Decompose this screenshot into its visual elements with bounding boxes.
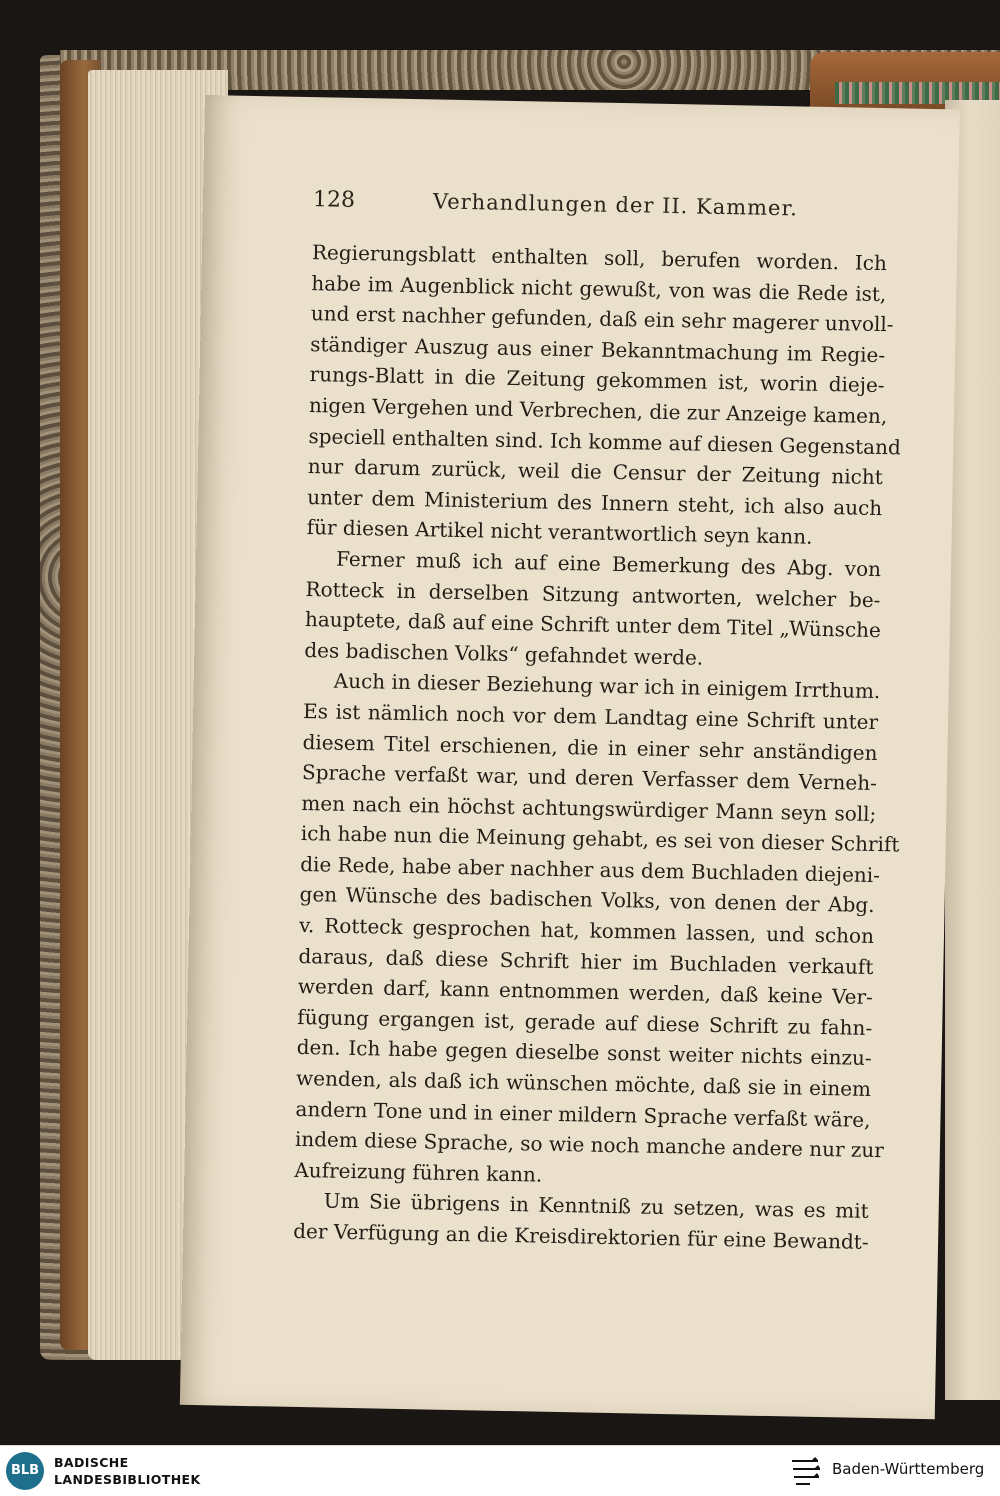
text-line: men nach ein höchst achtungswürdiger Mann seyn soll; bbox=[301, 790, 877, 826]
text-line: wenden, als daß ich wünschen möchte, daß sie in einem bbox=[295, 1065, 872, 1101]
text-line: andern Tone und in einer mildern Sprache verfaßt wäre, bbox=[295, 1096, 871, 1132]
library-name-line2: LANDESBIBLIOTHEK bbox=[54, 1472, 201, 1487]
running-head bbox=[313, 187, 914, 231]
text-line: indem diese Sprache, so wie noch manche andere nur zur bbox=[294, 1127, 885, 1163]
text-line: Sprache verfaßt war, und deren Verfasser dem Verneh- bbox=[301, 760, 878, 796]
text-line: Aufreizung führen kann. bbox=[294, 1157, 543, 1187]
text-line: gen Wünsche des badischen Volks, von denen der Abg. bbox=[299, 882, 875, 918]
library-name[interactable] bbox=[54, 1454, 201, 1488]
text-line: hauptete, daß auf eine Schrift unter dem Titel „Wünsche bbox=[304, 607, 882, 643]
text-line: rungs-Blatt in die Zeitung gekommen ist, worin dieje- bbox=[309, 362, 885, 398]
text-line: ich habe nun die Meinung gehabt, es sei von dieser Schrift bbox=[300, 821, 900, 857]
text-line: diesem Titel erschienen, die in einer sehr anständigen bbox=[302, 729, 878, 765]
library-name-line1: BADISCHE bbox=[54, 1455, 129, 1470]
text-line: die Rede, habe aber nachher aus dem Buchladen diejeni- bbox=[300, 851, 881, 887]
text-line: und erst nachher gefunden, daß ein sehr magerer unvoll- bbox=[310, 301, 894, 337]
text-line: speciell enthalten sind. Ich komme auf diesen Gegenstand bbox=[308, 423, 902, 459]
text-line: werden darf, kann entnommen werden, daß keine Ver- bbox=[297, 974, 874, 1010]
text-line: Regierungsblatt enthalten soll, berufen worden. Ich bbox=[311, 240, 888, 276]
text-line: unter dem Ministerium des Innern steht, ich also auch bbox=[307, 484, 883, 520]
text-line: nur darum zurück, weil die Censur der Zeitung nicht bbox=[307, 454, 884, 490]
blb-logo-icon[interactable]: BLB bbox=[6, 1452, 44, 1490]
text-line: Auch in dieser Beziehung war ich in einigem Irrthum. bbox=[333, 668, 881, 704]
footer-bar bbox=[0, 1445, 1000, 1496]
text-line: Ferner muß ich auf eine Bemerkung des Abg. von bbox=[335, 546, 882, 582]
running-title: Verhandlungen der II. Kammer. bbox=[432, 189, 799, 221]
text-line: der Verfügung an die Kreisdirektorien für eine Bewandt- bbox=[292, 1218, 869, 1254]
text-line: fügung ergangen ist, gerade auf diese Schrift zu fahn- bbox=[297, 1004, 873, 1040]
text-line: den. Ich habe gegen dieselbe sonst weiter nichts einzu- bbox=[296, 1035, 872, 1071]
page-number: 128 bbox=[312, 187, 356, 213]
text-line: Rotteck in derselben Sitzung antworten, welcher be- bbox=[305, 576, 881, 612]
book-page bbox=[180, 95, 960, 1419]
text-line: nigen Vergehen und Verbrechen, die zur Anzeige kamen, bbox=[308, 393, 888, 429]
text-line: ständiger Auszug aus einer Bekanntmachung im Regie- bbox=[310, 331, 886, 367]
coat-of-arms-lions-icon[interactable] bbox=[788, 1453, 824, 1489]
text-line: für diesen Artikel nicht verantwortlich seyn kann. bbox=[306, 515, 813, 550]
text-line: v. Rotteck gesprochen hat, kommen lassen, und schon bbox=[298, 913, 875, 949]
text-line: Es ist nämlich noch vor dem Landtag eine Schrift unter bbox=[302, 698, 879, 734]
text-line: daraus, daß diese Schrift hier im Buchladen verkauft bbox=[298, 943, 874, 979]
text-line: habe im Augenblick nicht gewußt, von was die Rede ist, bbox=[311, 270, 887, 306]
state-name[interactable]: Baden-Württemberg bbox=[832, 1460, 985, 1478]
text-line: Um Sie übrigens in Kenntniß zu setzen, was es mit bbox=[323, 1188, 869, 1224]
page-body-text bbox=[292, 237, 902, 1257]
text-line: des badischen Volks“ gefahndet werde. bbox=[304, 637, 704, 670]
